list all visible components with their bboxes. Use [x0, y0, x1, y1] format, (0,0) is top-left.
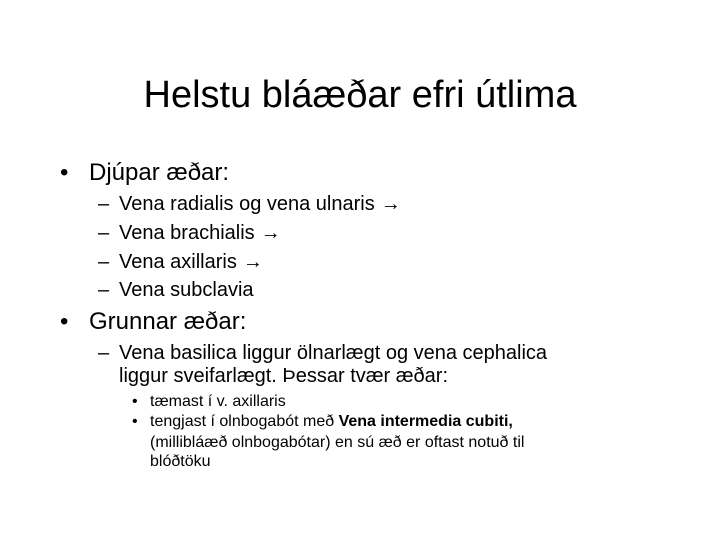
superficial-line-2: liggur sveifarlægt. Þessar tvær æðar: [119, 365, 449, 387]
bullet-icon: • [60, 308, 69, 335]
bullet-icon: • [132, 393, 138, 410]
deep-vein-item: Vena brachialis [119, 222, 255, 244]
dash-icon: – [98, 222, 110, 244]
deep-vein-item: Vena axillaris [119, 251, 237, 273]
dash-icon: – [98, 193, 110, 215]
arrow-right-icon: → [380, 193, 401, 215]
point-connect-line-3: blóðtöku [150, 453, 211, 470]
dash-icon: – [98, 279, 110, 301]
superficial-veins-heading: Grunnar æðar: [89, 308, 247, 335]
superficial-line-1: Vena basilica liggur ölnarlægt og vena cephalica [119, 342, 548, 364]
dash-icon: – [98, 251, 110, 273]
arrow-right-icon: → [242, 251, 263, 273]
point-connect-prefix: tengjast í olnbogabót með [150, 413, 339, 430]
deep-veins-heading: Djúpar æðar: [89, 159, 230, 186]
dash-icon: – [98, 342, 110, 364]
slide-title: Helstu bláæðar efri útlima [143, 74, 577, 116]
point-connect-line-2: (millibláæð olnbogabótar) en sú æð er oftast notuð til [150, 434, 525, 451]
point-connect-bold: Vena intermedia cubiti, [338, 413, 513, 430]
bullet-icon: • [60, 159, 69, 186]
point-drain: tæmast í v. axillaris [150, 393, 286, 410]
bullet-icon: • [132, 413, 138, 430]
arrow-right-icon: → [260, 222, 281, 244]
deep-vein-item: Vena radialis og vena ulnaris [119, 193, 375, 215]
deep-vein-item: Vena subclavia [119, 279, 254, 301]
